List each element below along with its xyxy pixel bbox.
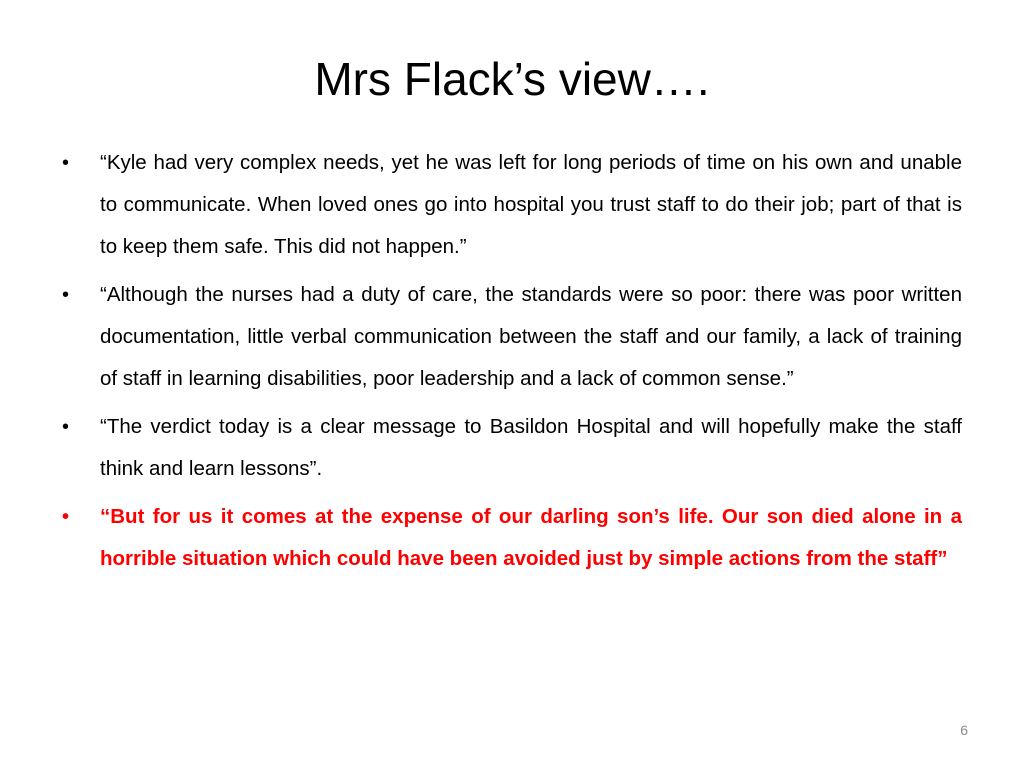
bullet-icon: •: [62, 284, 70, 306]
bullet-item-highlight: [62, 496, 962, 580]
bullet-icon: •: [62, 506, 70, 528]
bullet-text: “Although the nurses had a duty of care, the standards were so poor: there was poor written documentation, little verbal communication between the staff and our family, a lack of training of staff in learning disabilities, poor leadership and a lack of common sense.”: [100, 283, 962, 390]
bullet-item: [62, 406, 962, 490]
bullet-text: “The verdict today is a clear message to Basildon Hospital and will hopefully make the staff think and learn lessons”.: [100, 415, 962, 480]
bullet-text: “Kyle had very complex needs, yet he was left for long periods of time on his own and unable to communicate. When loved ones go into hospital you trust staff to do their job; part of that is to keep them safe. This did not happen.”: [100, 151, 962, 258]
bullet-text-highlight: “But for us it comes at the expense of our darling son’s life. Our son died alone in a horrible situation which could have been avoided just by simple actions from the staff”: [100, 505, 962, 570]
bullet-item: [62, 142, 962, 268]
slide-title: Mrs Flack’s view….: [314, 53, 710, 105]
bullet-item: [62, 274, 962, 400]
bullet-icon: •: [62, 152, 70, 174]
bullet-list: [62, 142, 962, 586]
bullet-icon: •: [62, 416, 70, 438]
page-number: 6: [960, 722, 968, 738]
